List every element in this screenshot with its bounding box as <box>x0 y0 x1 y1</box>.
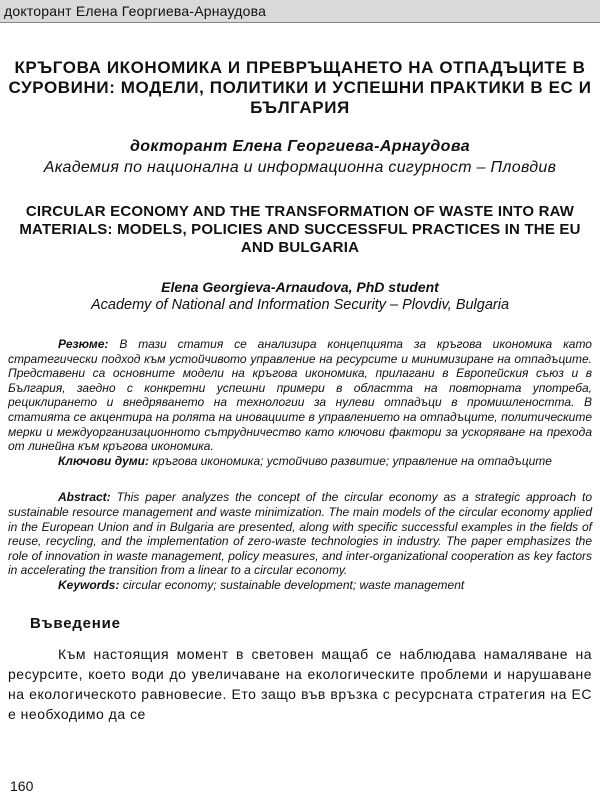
keywords-bg-label: Ключови думи: <box>58 453 149 468</box>
en-affiliation: Academy of National and Information Security – Plovdiv, Bulgaria <box>90 297 510 313</box>
bg-author: докторант Елена Георгиева-Арнаудова <box>129 138 471 155</box>
en-title: CIRCULAR ECONOMY AND THE TRANSFORMATION OF WASTE INTO RAW MATERIALS: MODELS, POLICIES AND SUCCESSFUL PRACTICES IN THE EU AND BULGARIA <box>19 203 581 256</box>
bg-affiliation: Академия по национална и информационна сигурност – Пловдив <box>43 159 557 176</box>
abstract-en-label: Abstract: <box>58 490 111 505</box>
keywords-en-text: circular economy; sustainable development; waste management <box>122 577 465 592</box>
keywords-bg-text: кръгова икономика; устойчиво развитие; управление на отпадъците <box>152 453 552 468</box>
keywords-en-label: Keywords: <box>58 577 120 592</box>
running-header-text: докторант Елена Георгиева-Арнаудова <box>4 3 267 19</box>
abstract-en-text: This paper analyzes the concept of the circular economy as a strategic approach to sustainable resource management and waste minimization. The main models of the circular economy applied in the European Union and in Bulgaria are presented, along with specific successful examples in the fields of reuse, recycling, and the implementation of zero-waste technologies in industry. The paper emphasizes the role of innovation in waste management, policy measures, and inter-organizational cooperation as key factors in accelerating the transition from a linear to a circular economy. <box>8 490 592 578</box>
bg-title: КРЪГОВА ИКОНОМИКА И ПРЕВРЪЩАНЕТО НА ОТПАДЪЦИТЕ В СУРОВИНИ: МОДЕЛИ, ПОЛИТИКИ И УСПЕШНИ ПРАКТИКИ В ЕС И БЪЛГАРИЯ <box>8 58 592 117</box>
abstract-bg-label: Резюме: <box>58 337 109 351</box>
introduction-text: Към настоящия момент в световен мащаб се наблюдава намаляване на ресурсите, което води до увеличаване на екологичеcките проблеми и нарушаване на екологическото равновесие. Ето защо във връзка с ресурсната стратегия на ЕС е необходимо да се <box>8 645 592 722</box>
introduction-heading: Въведение <box>30 614 121 632</box>
en-author: Elena Georgieva-Arnaudova, PhD student <box>161 279 439 295</box>
article <box>8 58 592 724</box>
page-number: 160 <box>10 778 34 794</box>
abstract-bg-text: В тази статия се анализира концепцията за кръгова икономика като стратегически подход към устойчивото управление на ресурсите и минимизиране на отпадъците. Представени са основните модели на кръгова икономика, прилагани в Европейския съюз и в България, заедно с конкретни успешни примери в областта на повторната употреба, рециклирането и внедряването на технологии за нулеви отпадъци в промишлеността. В статията се акцентира на ролята на иновациите в управлението на отпадъците, политическите мерки и междуорганизационното сътрудничество като ключови фактори за ускоряване на прехода от линейна към кръгова икономика. <box>8 337 592 454</box>
running-header <box>0 0 600 23</box>
keywords-bg <box>8 454 592 469</box>
abstract-en <box>8 490 592 578</box>
keywords-en <box>8 578 592 593</box>
abstract-bg <box>8 337 592 454</box>
